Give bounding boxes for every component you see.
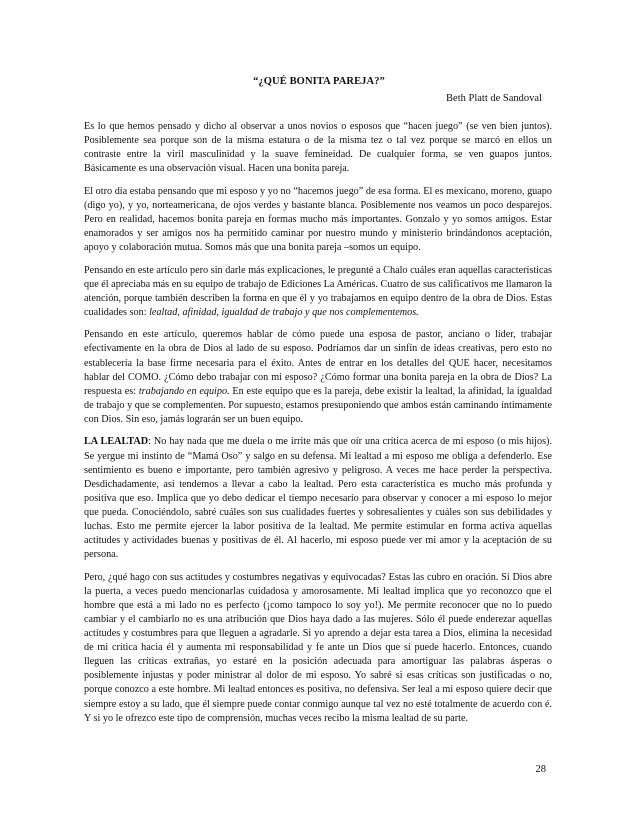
paragraph-5-text: : No hay nada que me duela o me irrite más que oír una crítica acerca de mi esposo (o mis hijos). Se yergue mi instinto de “Mamá Oso” y salgo en su defensa. Mi lealtad a mi esposo me obliga a defenderlo. Ese sentimiento es bueno e importante, pero también agresivo y peligroso. A veces me hace perder la perspectiva. Desdichadamente, así tendemos a llevar a cabo la lealtad. Pero esta característica es mucho más profunda y positiva que eso. Implica que yo debo dedicar el tiempo necesario para observar y conocer a mi esposo lo mejor que pueda. Conociéndolo, sabré cuáles son sus cualidades fuertes y sobresalientes y cuáles son sus debilidades y luchas. Esto me permite ejercer la labor positiva de la lealtad. Me permite estimular en forma activa aquellas actitudes y actividades buenas y positivas de él. Al hacerlo, mi esposo puede ver mi amor y la aceptación de su persona. xyxy=(84,436,552,561)
paragraph-3-text: Pensando en este artículo pero sin darle más explicaciones, le pregunté a Chalo cuáles eran aquellas características que él apreciaba más en su equipo de trabajo de Ediciones La Américas. Cuatro de sus calificativos me llamaron la atención, porque también describen la forma en que él y yo trabajamos en equipo dentro de la obra de Dios. Estas cualidades son: xyxy=(84,264,552,318)
paragraph-4-answer: trabajando en equipo. xyxy=(138,385,230,397)
section-heading-lealtad: LA LEALTAD xyxy=(84,436,149,448)
paragraph-3 xyxy=(84,264,552,320)
paragraph-4-rest: En este equipo que es la pareja, debe existir la lealtad, la afinidad, la igualdad de trabajo y que se complementen. Por supuesto, estamos presuponiendo que ambos están caminando íntimamente con Dios. Sin eso, jamás lograrán ser un buen equipo. xyxy=(84,385,552,425)
paragraph-3-qualities: lealtad, afinidad, igualdad de trabajo y que nos complementemos. xyxy=(149,306,419,318)
page-number: 28 xyxy=(535,764,546,775)
paragraph-5 xyxy=(84,435,552,562)
author-name: Beth Platt de Sandoval xyxy=(446,93,542,104)
article-body xyxy=(84,120,552,734)
paragraph-6: Pero, ¿qué hago con sus actitudes y costumbres negativas y equivocadas? Estas las cubro en oración. Si Dios abre la puerta, a veces puedo mencionarlas cuidadosa y amorosamente. Mi lealtad implica que yo reconozco que el hombre que está a mi lado no es perfecto (¡como tampoco lo soy yo!). Me permite reconocer que no lo puedo cambiar y el cambiarlo no es una atribución que Dios haya dado a las mujeres. Sólo él puede enderezar aquellas actitudes y costumbres para que lleguen a agradarle. Si yo aprendo a dejar esta tarea a Dios, elimina la necesidad de mi crítica hacia él y aumenta mi responsabilidad y fe ante un Dios que sí puede hacerlo. Entonces, cuando lleguen las críticas extrañas, yo estaré en la posición adecuada para amortiguar las palabras ásperas o posiblemente injustas y poder ministrar al dolor de mi esposo. Yo sabré si esas críticas son justificadas o no, porque conozco a este hombre. Mi lealtad entonces es positiva, no defensiva. Ser leal a mi esposo quiere decir que siempre estoy a su lado, que él siempre puede contar conmigo aunque tal vez no esté totalmente de acuerdo con é. Y si yo le ofrezco este tipo de comprensión, muchas veces recibo la misma lealtad de su parte. xyxy=(84,571,552,724)
paragraph-2: El otro día estaba pensando que mi esposo y yo no “hacemos juego” de esa forma. El es mexicano, moreno, guapo (digo yo), y yo, norteamericana, de ojos verdes y bastante blanca. Posiblemente nos veamos un poco desparejos. Pero en realidad, hacemos bonita pareja en formas mucho más importantes. Gonzalo y yo somos amigos. Estar enamorados y ser amigos nos ha permitido caminar por nuestro mundo y ministerio brindándonos aceptación, apoyo y colaboración mutua. Somos más que una bonita pareja –somos un equipo. xyxy=(84,185,552,254)
paragraph-4 xyxy=(84,328,552,427)
paragraph-4-text: Pensando en este artículo, queremos hablar de cómo puede una esposa de pastor, anciano o líder, trabajar efectivamente en la obra de Dios al lado de su esposo. Podríamos dar un sinfín de ideas creativas, pero esto no establecería la base firme necesaria para el éxito. Antes de entrar en los detalles del QUE hacer, necesitamos hablar del COMO. ¿Cómo debo trabajar con mi esposo? ¿Cómo formar una bonita pareja en la obra de Dios? La respuesta es: xyxy=(84,329,552,397)
paragraph-1: Es lo que hemos pensado y dicho al observar a unos novios o esposos que “hacen juego” (se ven bien juntos). Posiblemente sea porque son de la misma estatura o de la misma tez o tal vez porque se marcó en ellos un contraste entre la viril masculinidad y la suave femineidad. De cualquier forma, se ven guapos juntos. Básicamente es una observación visual. Hacen una bonita pareja. xyxy=(84,121,552,175)
document-title: “¿QUÉ BONITA PAREJA?” xyxy=(253,76,385,87)
